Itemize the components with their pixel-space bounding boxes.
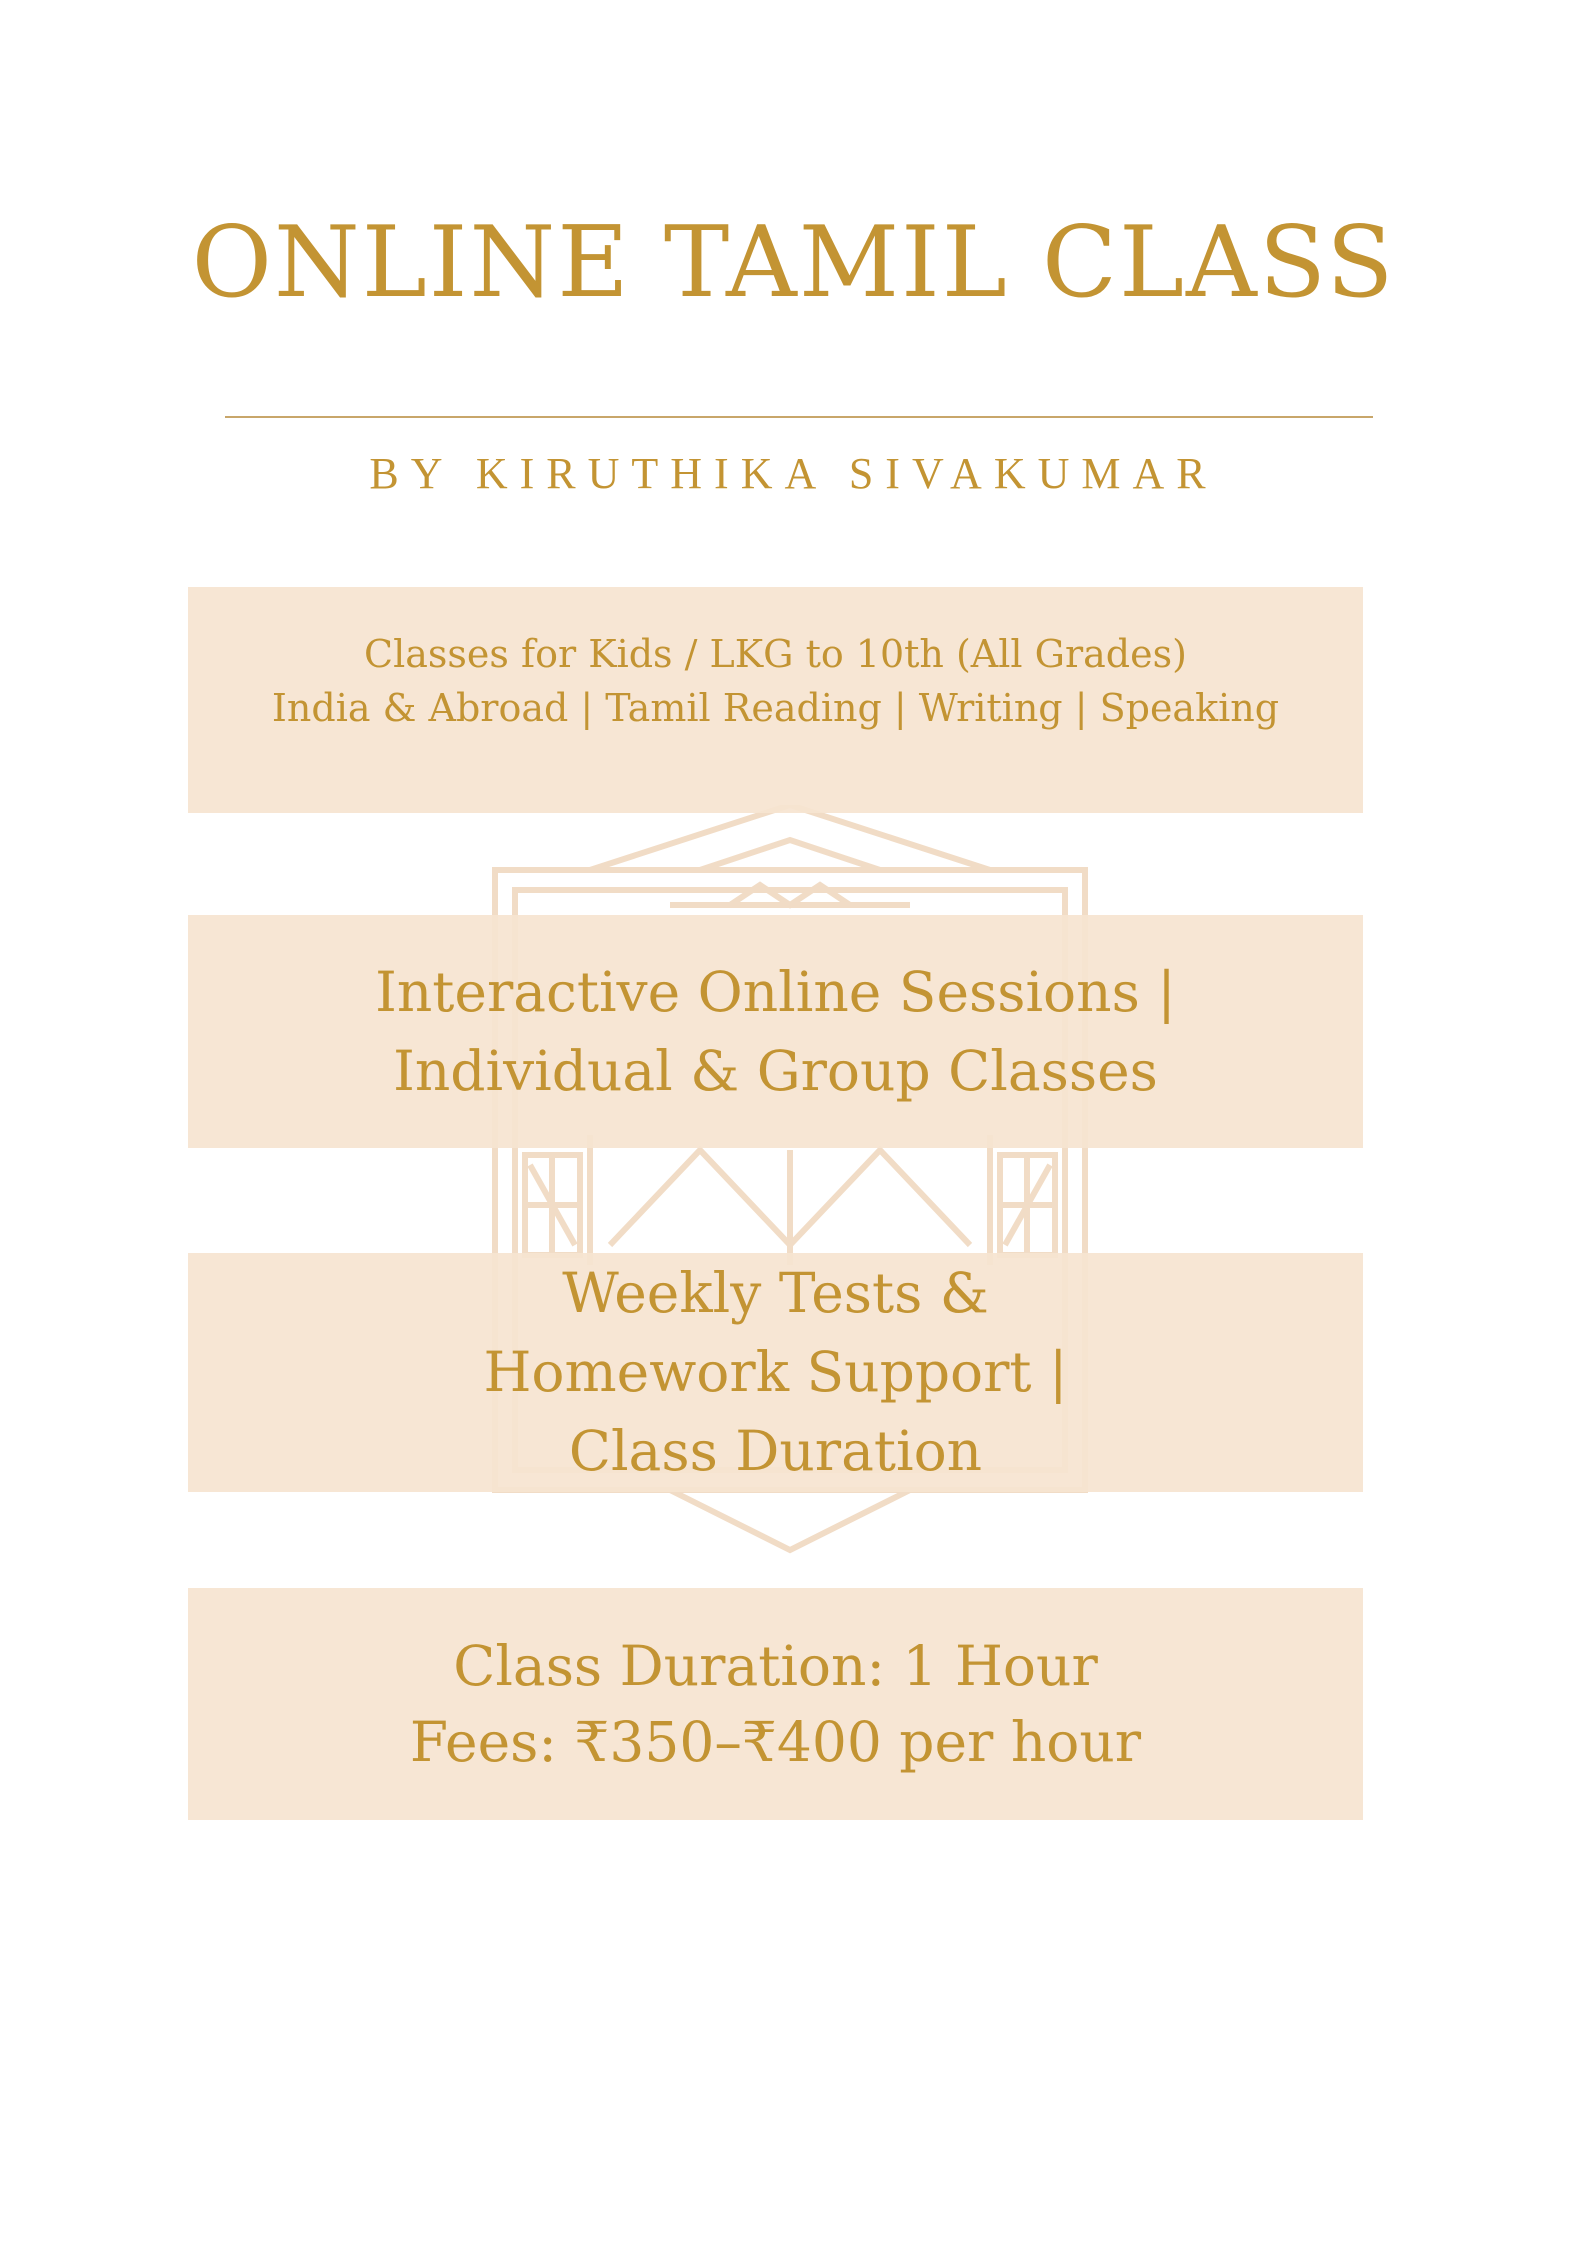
band-line: Weekly Tests & <box>562 1261 989 1325</box>
band-line: India & Abroad | Tamil Reading | Writing | Speaking <box>271 686 1280 730</box>
band-line: Individual & Group Classes <box>393 1038 1158 1103</box>
band-line: Homework Support | <box>483 1340 1068 1404</box>
band-line: Interactive Online Sessions | <box>375 959 1176 1024</box>
author-byline: BY KIRUTHIKA SIVAKUMAR <box>369 449 1218 498</box>
band-line: Classes for Kids / LKG to 10th (All Grades) <box>364 632 1187 676</box>
info-band-grades <box>188 587 1363 813</box>
info-band-fees <box>188 1588 1363 1820</box>
page-title: ONLINE TAMIL CLASS <box>191 206 1396 320</box>
info-band-sessions <box>188 915 1363 1148</box>
band-line: Class Duration: 1 Hour <box>453 1634 1098 1698</box>
band-line: Fees: ₹350–₹400 per hour <box>409 1710 1142 1774</box>
title-divider <box>225 416 1373 418</box>
band-line: Class Duration <box>568 1419 983 1483</box>
info-band-tests <box>188 1253 1363 1492</box>
